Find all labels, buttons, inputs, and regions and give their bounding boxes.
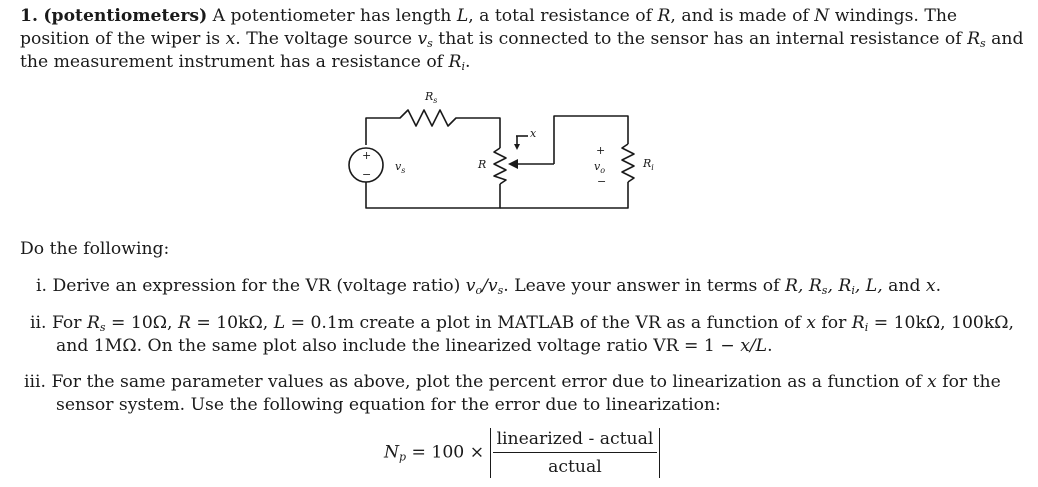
text: . Leave your answer in terms of: [503, 276, 785, 296]
var: L: [273, 313, 286, 333]
item-1: [36, 275, 941, 297]
text: , a total resistance of: [468, 6, 658, 26]
sub: i: [864, 321, 869, 334]
var: R: [851, 313, 865, 333]
var: v: [465, 276, 476, 296]
text: and: [882, 276, 926, 296]
text: the measurement instrument has a resistance of: [20, 52, 449, 72]
text: A potentiometer has length: [212, 6, 457, 26]
sub: i: [461, 60, 465, 73]
var: R: [177, 313, 191, 333]
text: .: [464, 52, 471, 72]
wiper-arrow: [508, 159, 518, 169]
abs-value: [490, 428, 661, 478]
var-Ri: R: [448, 52, 462, 72]
instructions-intro: Do the following:: [20, 239, 170, 259]
sub: s: [427, 37, 433, 50]
rs-label: $R_s$: [425, 90, 438, 105]
list-marker: ii.: [30, 313, 47, 333]
text: for: [815, 313, 852, 333]
potentiometer: [494, 148, 506, 184]
vo-minus: −: [597, 175, 607, 188]
list-marker: i.: [36, 276, 47, 296]
var: x: [927, 372, 937, 392]
text: position of the wiper is: [20, 29, 226, 49]
r-label: R: [478, 158, 487, 171]
sub: s: [821, 284, 828, 297]
var: R, R: [784, 276, 822, 296]
rs-resistor: [366, 110, 500, 148]
text: for the: [936, 372, 1001, 392]
denominator: actual: [548, 457, 602, 477]
var: R: [86, 313, 100, 333]
text: = 10kΩ, 100kΩ,: [868, 313, 1014, 333]
sub: o: [475, 284, 483, 297]
ri-resistor: [622, 144, 634, 182]
vo-plus: +: [596, 144, 606, 157]
text: and 1MΩ. On the same plot also include the linearized voltage ratio VR = 1 −: [56, 336, 741, 356]
var: , L,: [854, 276, 883, 296]
error-equation: [384, 428, 660, 478]
text: .: [935, 276, 942, 296]
var: /v: [482, 276, 498, 296]
var: , R: [827, 276, 852, 296]
list-marker: iii.: [24, 372, 46, 392]
problem-line-2: [20, 28, 1023, 50]
var: x: [925, 276, 936, 296]
vs-minus: −: [362, 168, 372, 181]
text: = 10Ω,: [105, 313, 178, 333]
text: . The voltage source: [235, 29, 418, 49]
text: , and is made of: [670, 6, 815, 26]
problem-line-1: [20, 5, 957, 27]
text: = 0.1m create a plot in MATLAB of the VR as a function of: [285, 313, 807, 333]
text: that is connected to the sensor has an internal resistance of: [432, 29, 968, 49]
problem-topic: (potentiometers): [43, 6, 208, 26]
fraction: [493, 428, 658, 478]
sub: s: [980, 37, 986, 50]
text: For the same parameter values as above, plot the percent error due to linearization as a function of: [51, 372, 928, 392]
var-vs: v: [417, 29, 428, 49]
var-Rs: R: [967, 29, 981, 49]
item-3-line-2: sensor system. Use the following equation for the error due to linearization:: [56, 395, 721, 415]
var-N: N: [814, 6, 830, 26]
text: For: [51, 313, 87, 333]
text: and: [985, 29, 1024, 49]
item-2-line-1: [30, 312, 1014, 334]
text: Derive an expression for the VR (voltage ratio): [52, 276, 466, 296]
sub: s: [497, 284, 504, 297]
problem-line-3: [20, 51, 470, 73]
vo-label: $v_o$: [594, 160, 606, 175]
var-R: R: [657, 6, 671, 26]
ri-label: $R_i$: [643, 157, 654, 172]
vs-plus: +: [362, 149, 372, 162]
problem-number: 1.: [20, 6, 38, 26]
var: x/L: [740, 336, 768, 356]
eq-lhs: N: [384, 442, 400, 463]
var: x: [806, 313, 816, 333]
var-L: L: [456, 6, 469, 26]
item-2-line-2: [56, 335, 773, 357]
text: = 10kΩ,: [190, 313, 274, 333]
sub: i: [851, 284, 855, 297]
sub: s: [99, 321, 106, 334]
circuit-diagram: [330, 82, 670, 212]
x-label: x: [530, 127, 537, 140]
sub: p: [399, 450, 407, 464]
vs-label: $v_s$: [395, 160, 406, 175]
text: windings. The: [829, 6, 958, 26]
eq-equals: = 100 ×: [406, 442, 490, 463]
item-3-line-1: [24, 371, 1001, 393]
text: .: [767, 336, 773, 356]
var-x: x: [225, 29, 236, 49]
numerator: linearized - actual: [493, 428, 658, 453]
